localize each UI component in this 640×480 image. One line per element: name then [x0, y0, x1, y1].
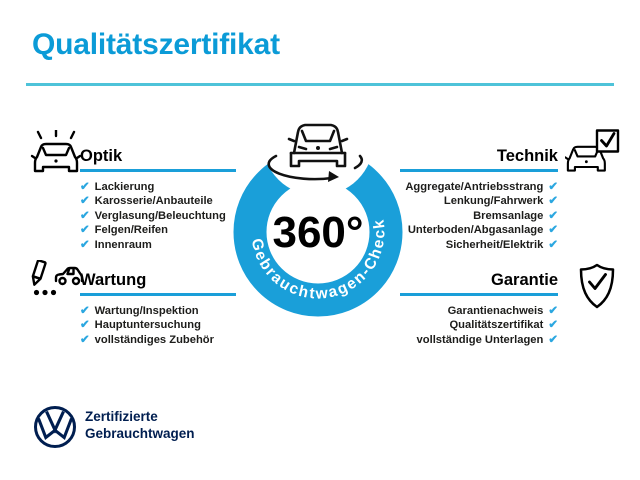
vw-logo	[33, 405, 77, 449]
footer-claim	[85, 409, 195, 442]
check-icon: ✔	[80, 319, 90, 332]
section-underline	[400, 293, 558, 296]
section-technik	[400, 146, 558, 252]
title-divider	[26, 83, 614, 86]
list-item-label: Lenkung/Fahrwerk	[443, 195, 544, 208]
list-item	[80, 238, 236, 253]
badge-degrees-label: 360°	[272, 208, 364, 257]
list-item	[80, 318, 236, 333]
car-checkbox-icon	[565, 129, 621, 183]
check-icon: ✔	[80, 195, 90, 208]
checklist-optik	[80, 180, 236, 253]
check-icon: ✔	[548, 333, 558, 346]
list-item-label: Hauptuntersuchung	[94, 319, 201, 332]
checklist-garantie	[400, 304, 558, 348]
section-underline	[80, 169, 236, 172]
list-item	[400, 223, 558, 238]
check-icon: ✔	[80, 238, 90, 251]
page-title: Qualitätszertifikat	[32, 28, 280, 61]
footer-claim-line2: Gebrauchtwagen	[85, 425, 195, 441]
list-item	[400, 194, 558, 209]
list-item-label: Innenraum	[94, 238, 152, 251]
list-item	[80, 209, 236, 224]
section-title-garantie: Garantie	[491, 271, 558, 289]
check-icon: ✔	[80, 180, 90, 193]
shield-check-icon	[578, 263, 616, 311]
check-icon: ✔	[548, 304, 558, 317]
360-check-badge	[228, 112, 408, 318]
list-item	[80, 304, 236, 319]
check-icon: ✔	[80, 304, 90, 317]
list-item-label: Karosserie/Anbauteile	[94, 195, 213, 208]
check-icon: ✔	[548, 224, 558, 237]
check-icon: ✔	[80, 209, 90, 222]
car-shine-icon	[30, 130, 82, 182]
list-item-label: Unterboden/Abgasanlage	[407, 224, 544, 237]
check-icon: ✔	[548, 195, 558, 208]
section-title-optik: Optik	[80, 147, 123, 165]
list-item	[400, 238, 558, 253]
section-underline	[80, 293, 236, 296]
list-item-label: Wartung/Inspektion	[94, 304, 199, 317]
check-icon: ✔	[548, 180, 558, 193]
list-item-label: vollständige Unterlagen	[416, 333, 544, 346]
list-item	[400, 318, 558, 333]
list-item	[400, 304, 558, 319]
list-item	[400, 180, 558, 195]
list-item	[80, 333, 236, 348]
list-item-label: vollständiges Zubehör	[94, 333, 214, 346]
check-icon: ✔	[548, 209, 558, 222]
check-icon: ✔	[80, 224, 90, 237]
section-garantie	[400, 270, 558, 347]
section-title-technik: Technik	[496, 147, 558, 165]
section-wartung	[80, 270, 236, 347]
list-item-label: Garantienachweis	[447, 304, 544, 317]
list-item	[400, 333, 558, 348]
list-item-label: Felgen/Reifen	[94, 224, 168, 237]
list-item-label: Aggregate/Antriebsstrang	[405, 180, 544, 193]
section-underline	[400, 169, 558, 172]
checklist-wartung	[80, 304, 236, 348]
list-item-label: Sicherheit/Elektrik	[445, 238, 544, 251]
list-item	[80, 194, 236, 209]
check-icon: ✔	[548, 319, 558, 332]
list-item-label: Lackierung	[94, 180, 155, 193]
footer-claim-line1: Zertifizierte	[85, 409, 158, 424]
checklist-technik	[400, 180, 558, 253]
pencil-car-checklist-icon	[29, 260, 85, 310]
list-item-label: Bremsanlage	[473, 209, 544, 222]
section-optik	[80, 146, 236, 252]
list-item-label: Verglasung/Beleuchtung	[94, 209, 226, 222]
check-icon: ✔	[80, 333, 90, 346]
list-item	[80, 180, 236, 195]
badge-ring-label: Gebrauchtwagen-Check	[247, 217, 389, 303]
section-title-wartung: Wartung	[80, 271, 147, 289]
list-item	[400, 209, 558, 224]
list-item-label: Qualitätszertifikat	[449, 319, 544, 332]
check-icon: ✔	[548, 238, 558, 251]
list-item	[80, 223, 236, 238]
